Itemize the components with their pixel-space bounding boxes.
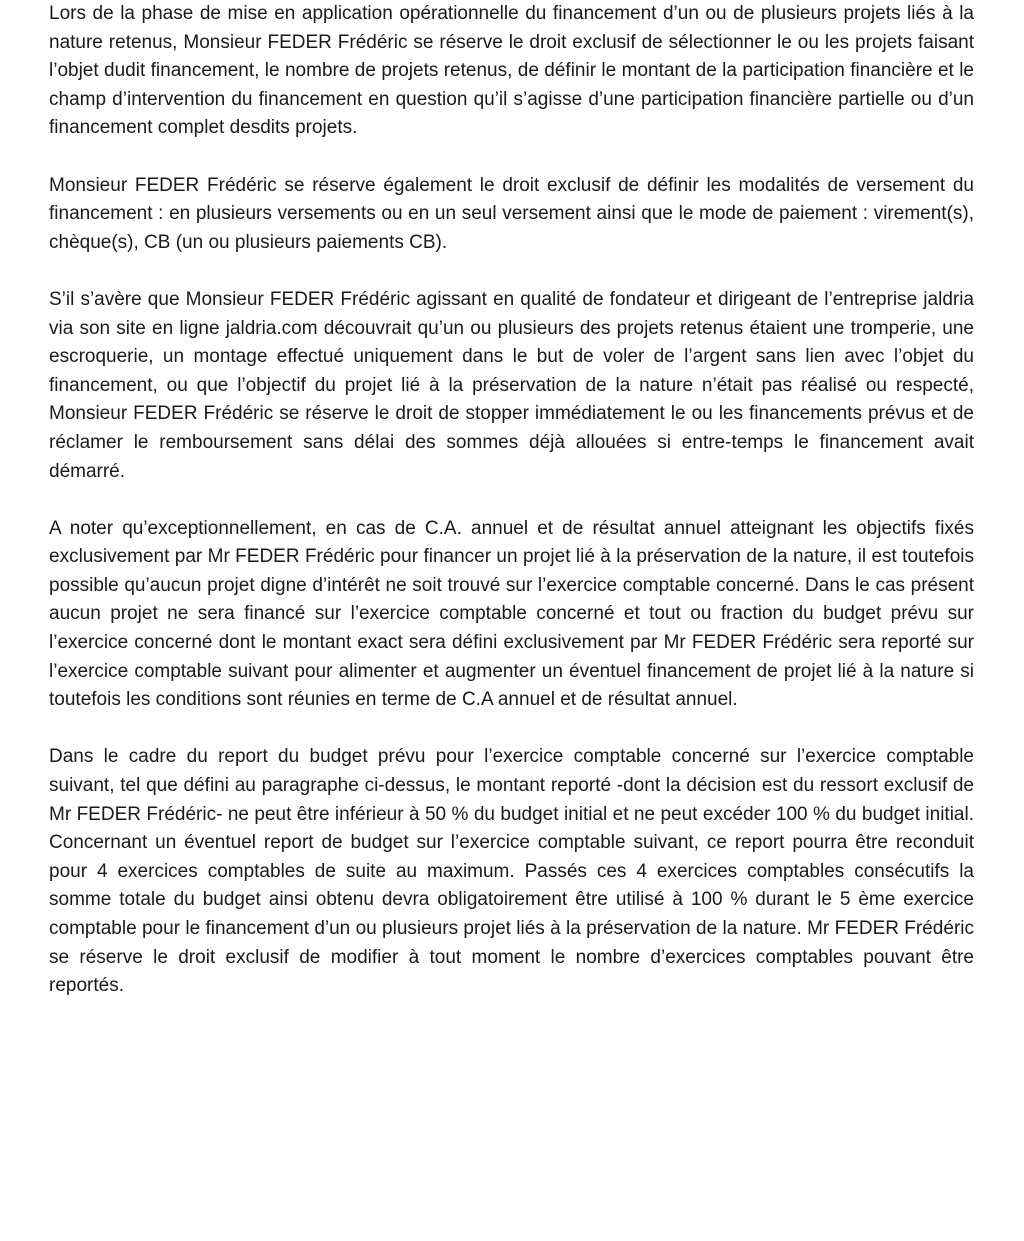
paragraph-fraud-clause: S’il s’avère que Monsieur FEDER Frédéric agissant en qualité de fondateur et dirigeant de l’entreprise jaldria via son site en ligne jaldria.com découvrait qu’un ou plusieurs des projets retenus étaient une tromperie, une escroquerie, un montage effectué uniquement dans le but de voler de l’argent sans lien avec l’objet du financement, ou que l’objectif du projet lié à la préservation de la nature n’était pas réalisé ou respecté, Monsieur FEDER Frédéric se réserve le droit de stopper immédiatement le ou les financements prévus et de réclamer le remboursement sans délai des sommes déjà allouées si entre-temps le financement avait démarré. xyxy=(49,288,974,482)
paragraph-project-selection: Lors de la phase de mise en application opérationnelle du financement d’un ou de plusieurs projets liés à la nature retenus, Monsieur FEDER Frédéric se réserve le droit exclusif de sélectionner le ou les projets faisant l’objet dudit financement, le nombre de projets retenus, de définir le montant de la participation financière et le champ d’intervention du financement en question qu’il s’agisse d’une participation financière partielle ou d’un financement complet desdits projets. xyxy=(49,3,974,139)
paragraph-no-project-exception: A noter qu’exceptionnellement, en cas de C.A. annuel et de résultat annuel atteignant les objectifs fixés exclusivement par Mr FEDER Frédéric pour financer un projet lié à la préservation de la nature, il est toutefois possible qu’aucun projet digne d’intérêt ne soit trouvé sur l’exercice comptable concerné. Dans le cas présent aucun projet ne sera financé sur l’exercice comptable concerné et tout ou fraction du budget prévu sur l’exercice concerné dont le montant exact sera défini exclusivement par Mr FEDER Frédéric sera reporté sur l’exercice comptable suivant pour alimenter et augmenter un éventuel financement de projet lié à la nature si toutefois les conditions sont réunies en terme de C.A annuel et de résultat annuel. xyxy=(49,517,974,711)
paragraph-budget-carryover: Dans le cadre du report du budget prévu pour l’exercice comptable concerné sur l’exercice comptable suivant, tel que défini au paragraphe ci-dessus, le montant reporté -dont la décision est du ressort exclusif de Mr FEDER Frédéric- ne peut être inférieur à 50 % du budget initial et ne peut excéder 100 % du budget initial. Concernant un éventuel report de budget sur l’exercice comptable suivant, ce report pourra être reconduit pour 4 exercices comptables de suite au maximum. Passés ces 4 exercices comptables consécutifs la somme totale du budget ainsi obtenu devra obligatoirement être utilisé à 100 % durant le 5 ème exercice comptable pour le financement d’un ou plusieurs projet liés à la préservation de la nature. Mr FEDER Frédéric se réserve le droit exclusif de modifier à tout moment le nombre d’exercices comptables pouvant être reportés. xyxy=(49,746,974,997)
paragraph-payment-terms: Monsieur FEDER Frédéric se réserve également le droit exclusif de définir les modalités de versement du financement : en plusieurs versements ou en un seul versement ainsi que le mode de paiement : virement(s), chèque(s), CB (un ou plusieurs paiements CB). xyxy=(49,174,974,253)
document-page xyxy=(49,0,974,1029)
